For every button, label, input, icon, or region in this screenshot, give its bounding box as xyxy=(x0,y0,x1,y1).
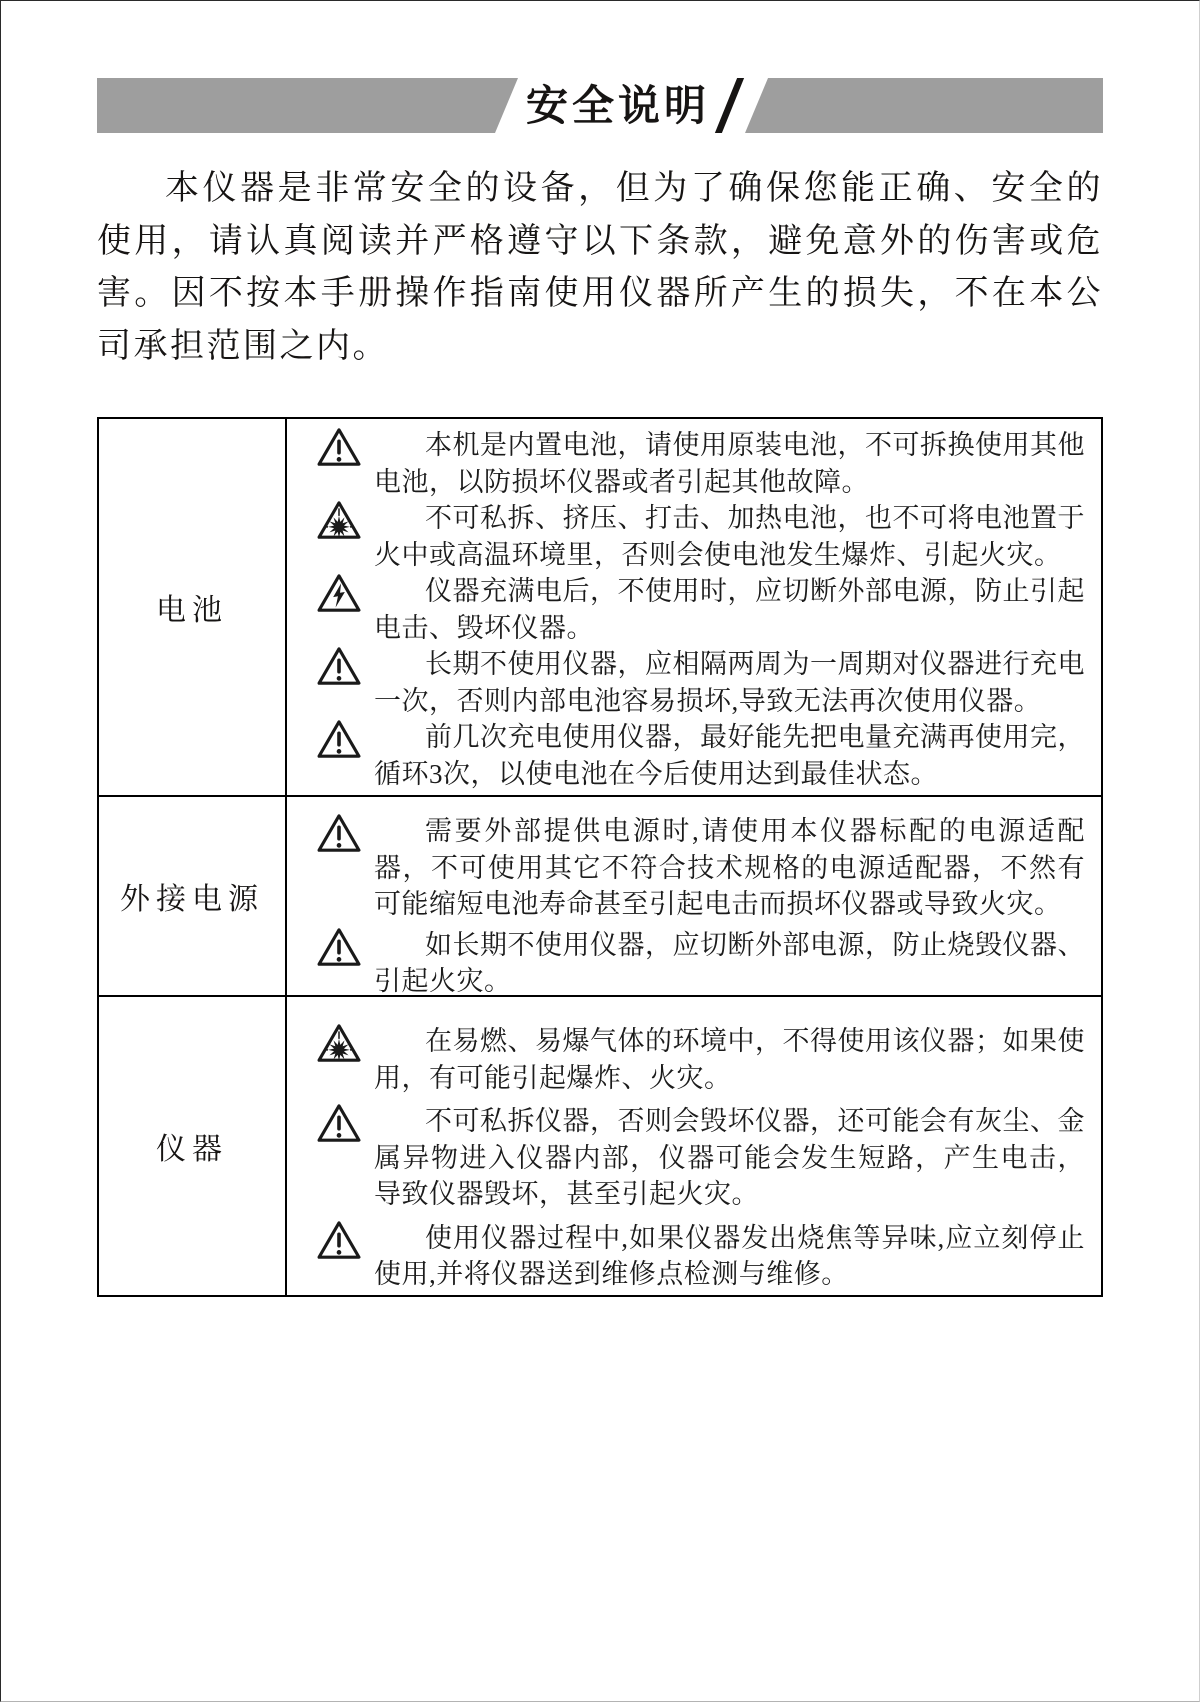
safety-item-text: 前几次充电使用仪器，最好能先把电量充满再使用完，循环3次，以使电池在今后使用达到最佳状态。 xyxy=(374,722,1085,789)
category-label: 仪器 xyxy=(156,1133,228,1166)
safety-item-text: 在易燃、易爆气体的环境中，不得使用该仪器；如果使用，有可能引起爆炸、火灾。 xyxy=(374,1026,1085,1093)
header-slash-decoration xyxy=(715,78,744,133)
warning-exclamation-icon xyxy=(317,719,361,759)
safety-item-text: 如长期不使用仪器，应切断外部电源，防止烧毁仪器、引起火灾。 xyxy=(374,929,1085,995)
category-label: 电池 xyxy=(156,594,228,627)
category-cell xyxy=(98,796,286,996)
category-cell xyxy=(98,418,286,796)
explosion-hazard-icon xyxy=(317,1023,361,1063)
safety-item-text: 需要外部提供电源时,请使用本仪器标配的电源适配器，不可使用其它不符合技术规格的电源适配器，不然有可能缩短电池寿命甚至引起电击而损坏仪器或导致火灾。 xyxy=(374,816,1085,919)
safety-item xyxy=(287,573,1085,646)
warning-exclamation-icon xyxy=(317,1103,361,1143)
warning-exclamation-icon xyxy=(317,813,361,853)
safety-item-text: 不可私拆、挤压、打击、加热电池，也不可将电池置于火中或高温环境里，否则会使电池发生爆炸、引起火灾。 xyxy=(374,503,1085,570)
explosion-hazard-icon xyxy=(317,500,361,540)
safety-item-text: 本机是内置电池，请使用原装电池，不可拆换使用其他电池，以防损坏仪器或者引起其他故障。 xyxy=(374,430,1085,497)
safety-item xyxy=(287,646,1085,719)
safety-item xyxy=(287,813,1085,923)
table-row-external-power xyxy=(98,796,1102,996)
warning-exclamation-icon xyxy=(317,1220,361,1260)
intro-paragraph: 本仪器是非常安全的设备，但为了确保您能正确、安全的使用，请认真阅读并严格遵守以下条款，避免意外的伤害或危害。因不按本手册操作指南使用仪器所产生的损失，不在本公司承担范围之内。 xyxy=(97,169,1103,365)
warning-exclamation-icon xyxy=(317,646,361,686)
safety-item-text: 不可私拆仪器，否则会毁坏仪器，还可能会有灰尘、金属异物进入仪器内部，仪器可能会发生短路，产生电击，导致仪器毁坏，甚至引起火灾。 xyxy=(374,1106,1085,1209)
category-cell xyxy=(98,996,286,1296)
safety-item xyxy=(287,1023,1085,1096)
category-label: 外接电源 xyxy=(120,883,264,916)
safety-item xyxy=(287,427,1085,500)
warnings-cell xyxy=(286,996,1102,1296)
safety-item xyxy=(287,500,1085,573)
header-bar-right-decoration xyxy=(745,78,1103,133)
table-row-instrument xyxy=(98,996,1102,1296)
safety-item xyxy=(287,1103,1085,1213)
safety-item xyxy=(287,1220,1085,1293)
safety-item xyxy=(287,719,1085,792)
section-header xyxy=(97,78,1103,133)
electric-shock-icon xyxy=(317,573,361,613)
safety-item-text: 长期不使用仪器，应相隔两周为一周期对仪器进行充电一次，否则内部电池容易损坏,导致无法再次使用仪器。 xyxy=(374,649,1085,716)
safety-item-text: 使用仪器过程中,如果仪器发出烧焦等异味,应立刻停止使用,并将仪器送到维修点检测与维修。 xyxy=(374,1222,1085,1289)
safety-table xyxy=(97,417,1103,1297)
table-row-battery xyxy=(98,418,1102,796)
warning-exclamation-icon xyxy=(317,427,361,467)
page-content xyxy=(1,78,1199,1297)
warnings-cell xyxy=(286,418,1102,796)
page-title: 安全说明 xyxy=(526,82,711,129)
safety-item xyxy=(287,927,1085,996)
safety-item-text: 仪器充满电后，不使用时，应切断外部电源，防止引起电击、毁坏仪器。 xyxy=(374,576,1085,643)
header-bar-left-decoration xyxy=(97,78,518,133)
warnings-cell xyxy=(286,796,1102,996)
warning-exclamation-icon xyxy=(317,927,361,967)
